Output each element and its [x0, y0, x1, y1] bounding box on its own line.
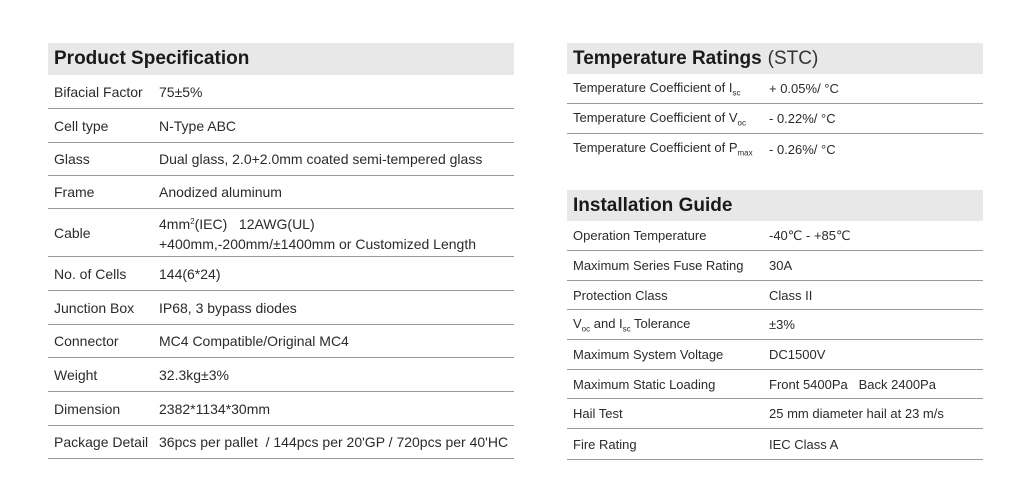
row-label: Maximum Series Fuse Rating: [573, 258, 744, 273]
row-label: Glass: [54, 151, 90, 167]
row-label: Junction Box: [54, 299, 135, 316]
row-label: Frame: [54, 184, 95, 200]
product-specification-header: [48, 43, 514, 75]
section-subtitle: (STC): [767, 47, 819, 69]
row-value: ±3%: [769, 317, 795, 332]
row-label: Maximum System Voltage: [573, 347, 724, 362]
installation-guide-table: [567, 190, 983, 460]
row-value: IP68, 3 bypass diodes: [159, 299, 297, 316]
section-title: Product Specification: [54, 48, 250, 69]
table-row: [48, 75, 514, 109]
table-row: [567, 134, 983, 164]
cable-spec-line2: +400mm,-200mm/±1400mm or Customized Length: [159, 235, 476, 252]
section-title: Installation Guide: [573, 194, 733, 216]
table-row: [48, 209, 514, 257]
table-row: [567, 429, 983, 460]
row-label: Protection Class: [573, 287, 668, 303]
row-value: Class II: [769, 287, 813, 303]
row-value: N-Type ABC: [159, 117, 237, 134]
row-value: 2382*1134*30mm: [159, 400, 271, 417]
table-row: [48, 291, 514, 325]
table-row: [567, 399, 983, 429]
row-value: 25 mm diameter hail at 23 m/s: [769, 406, 944, 421]
row-label: Connector: [54, 333, 119, 349]
row-label: Hail Test: [573, 406, 623, 421]
temperature-ratings-header: [567, 43, 983, 74]
row-label: Temperature Coefficient of $P_{max}$: [573, 140, 753, 158]
row-value: Anodized aluminum: [159, 184, 282, 200]
table-row: [567, 74, 983, 104]
table-row: [567, 104, 983, 134]
row-value: 32.3kg±3%: [159, 366, 229, 383]
table-row: [567, 370, 983, 399]
table-row: [48, 325, 514, 358]
row-label: Operation Temperature: [573, 228, 707, 243]
row-value: [159, 212, 514, 254]
row-value: 144(6*24): [159, 265, 221, 282]
table-row: [48, 257, 514, 291]
row-value: 36pcs per pallet / 144pcs per 20'GP / 720pcs per 40'HC: [159, 434, 509, 450]
installation-guide-header: [567, 190, 983, 221]
row-label: Cell type: [54, 117, 109, 134]
table-row: [48, 358, 514, 392]
row-label: Bifacial Factor: [54, 83, 143, 100]
table-row: [48, 426, 514, 459]
product-specification-table: [48, 43, 514, 459]
row-label: Temperature Coefficient of $I_{sc}$: [573, 79, 741, 98]
cable-spec-line1: $4mm^2(IEC)$ 12AWG(UL): [159, 215, 315, 232]
table-row: [567, 251, 983, 281]
row-label: $V_{oc}$ and $I_{sc}$ Tolerance: [573, 315, 691, 334]
table-row: [48, 143, 514, 176]
temperature-ratings-table: [567, 43, 983, 164]
row-value: - 0.26%/ °C: [769, 141, 836, 157]
table-row: [48, 109, 514, 143]
row-value: -40℃ - +85℃: [769, 227, 851, 243]
section-title: Temperature Ratings: [573, 47, 762, 69]
row-value: MC4 Compatible/Original MC4: [159, 333, 349, 349]
row-value: - 0.22%/ °C: [769, 111, 836, 126]
table-row: [48, 176, 514, 209]
row-value: IEC Class A: [769, 436, 839, 452]
row-value: + 0.05%/ °C: [769, 81, 839, 96]
row-label: Fire Rating: [573, 436, 637, 452]
table-row: [567, 221, 983, 251]
row-label: Maximum Static Loading: [573, 376, 716, 392]
row-value: Front 5400Pa Back 2400Pa: [769, 376, 936, 392]
row-value: 75±5%: [159, 83, 203, 100]
row-value: DC1500V: [769, 347, 826, 362]
row-label: Dimension: [54, 400, 121, 417]
table-row: [567, 340, 983, 370]
row-label: Weight: [54, 366, 98, 383]
table-row: [567, 281, 983, 310]
row-label: Package Detail: [54, 434, 149, 450]
row-label: Cable: [54, 224, 91, 241]
row-label: No. of Cells: [54, 265, 127, 282]
row-value: 30A: [769, 258, 793, 273]
row-label: Temperature Coefficient of $V_{oc}$: [573, 109, 746, 128]
table-row: [567, 310, 983, 340]
table-row: [48, 392, 514, 426]
row-value: Dual glass, 2.0+2.0mm coated semi-tempered glass: [159, 151, 483, 167]
